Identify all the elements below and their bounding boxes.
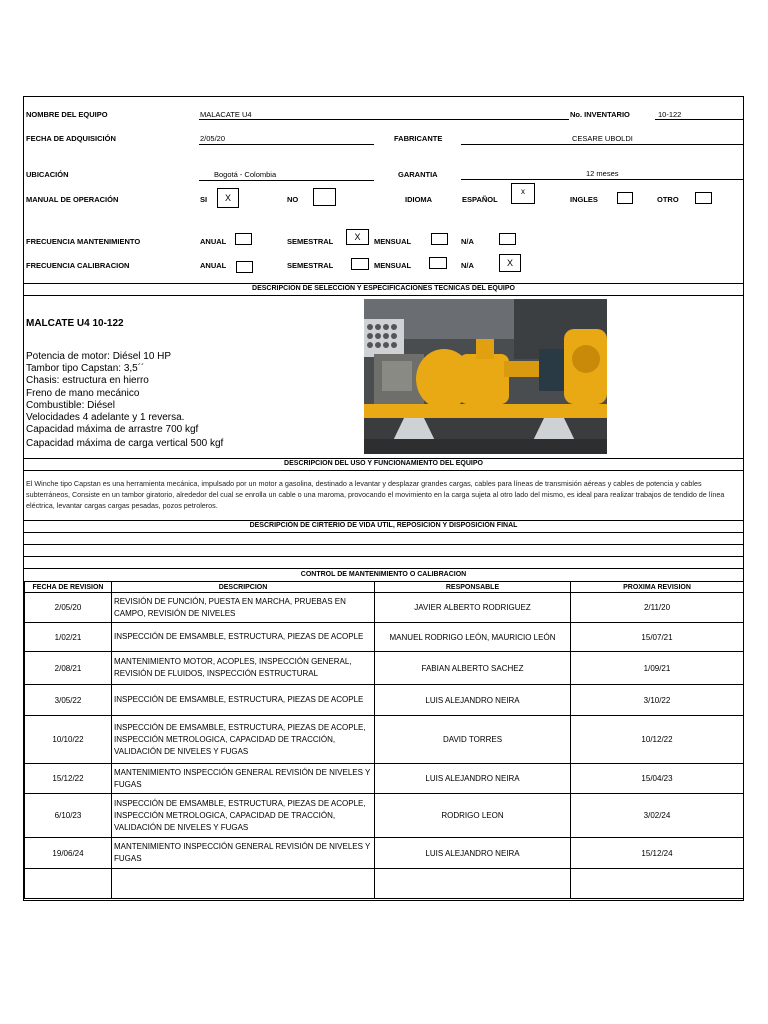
spec-section-heading: DESCRIPCION DE SELECCIÓN Y ESPECIFICACIONES TECNICAS DEL EQUIPO — [252, 285, 515, 292]
ingles-checkbox[interactable] — [617, 192, 633, 204]
ubicacion-value: Bogotá - Colombia — [214, 170, 277, 179]
inventario-underline — [655, 119, 743, 120]
cell-proxima: 15/07/21 — [571, 623, 744, 652]
winch-machine-image — [364, 299, 607, 454]
cell-descripcion: MANTENIMIENTO INSPECCIÓN GENERAL REVISIÓN DE NIVELES Y FUGAS — [112, 764, 375, 794]
fabricante-underline — [461, 144, 743, 145]
divider — [24, 470, 743, 471]
column-header: RESPONSABLE — [375, 582, 571, 593]
table-row — [25, 685, 744, 716]
otro-label: OTRO — [657, 195, 679, 204]
garantia-value: 12 meses — [586, 169, 619, 178]
cell-responsable: RODRIGO LEON — [375, 794, 571, 838]
control-section-heading: CONTROL DE MANTENIMIENTO O CALIBRACION — [300, 571, 467, 578]
table-row — [25, 652, 744, 685]
cal-anual-label: ANUAL — [200, 261, 227, 270]
divider — [24, 520, 743, 521]
frec-mant-label: FRECUENCIA MANTENIMIENTO — [26, 237, 141, 246]
cell-responsable: FABIAN ALBERTO SACHEZ — [375, 652, 571, 685]
cell-responsable: DAVID TORRES — [375, 716, 571, 764]
cal-na-checkbox[interactable]: X — [499, 254, 521, 272]
espanol-label: ESPAÑOL — [462, 195, 498, 204]
cell-descripcion: INSPECCIÓN DE EMSAMBLE, ESTRUCTURA, PIEZAS DE ACOPLE — [112, 623, 375, 652]
no-checkbox[interactable] — [313, 188, 336, 206]
vida-section-heading: DESCRIPCIÓN DE CIRTERIO DE VIDA UTIL, REPOSICION Y DISPOSICIÓN FINAL — [249, 522, 518, 529]
cell-descripcion: REVISIÓN DE FUNCIÓN, PUESTA EN MARCHA, PRUEBAS EN CAMPO, REVISIÓN DE NIVELES — [112, 593, 375, 623]
mant-anual-checkbox[interactable] — [235, 233, 252, 245]
spec-line: Capacidad máxima de carga vertical 500 kgf — [26, 438, 224, 450]
cell-fecha: 19/06/24 — [25, 838, 112, 869]
table-row — [25, 764, 744, 794]
cal-mensual-checkbox[interactable] — [429, 257, 447, 269]
column-header: FECHA DE REVISION — [25, 582, 112, 593]
cell-descripcion — [112, 869, 375, 899]
table-header-row — [25, 582, 744, 593]
divider — [24, 458, 743, 459]
inventario-label: No. INVENTARIO — [570, 110, 630, 119]
mant-anual-label: ANUAL — [200, 237, 227, 246]
cell-descripcion: INSPECCIÓN DE EMSAMBLE, ESTRUCTURA, PIEZAS DE ACOPLE, INSPECCIÓN METROLOGICA, CAPACIDAD DE TRACCIÓN, VALIDACIÓN DE NIVELES Y FUGAS — [112, 794, 375, 838]
mant-na-label: N/A — [461, 237, 474, 246]
cell-proxima: 1/09/21 — [571, 652, 744, 685]
divider — [24, 532, 743, 533]
column-header: PROXIMA REVISION — [571, 582, 744, 593]
spec-line: Capacidad máxima de arrastre 700 kgf — [26, 424, 199, 436]
uso-section-heading: DESCRIPCION DEL USO Y FUNCIONAMIENTO DEL EQUIPO — [284, 460, 483, 467]
mant-mensual-label: MENSUAL — [374, 237, 412, 246]
otro-checkbox[interactable] — [695, 192, 712, 204]
si-label: SI — [200, 195, 208, 204]
si-checkbox[interactable]: X — [217, 188, 239, 208]
table-row — [25, 869, 744, 899]
cell-responsable: LUIS ALEJANDRO NEIRA — [375, 838, 571, 869]
fecha-underline — [199, 144, 374, 145]
cal-semestral-checkbox[interactable] — [351, 258, 369, 270]
cell-proxima: 3/10/22 — [571, 685, 744, 716]
cell-proxima: 15/04/23 — [571, 764, 744, 794]
equipment-photo — [364, 299, 607, 454]
spec-line: Freno de mano mecánico — [26, 387, 140, 399]
spec-list — [26, 351, 223, 451]
cell-descripcion: MANTENIMIENTO MOTOR, ACOPLES, INSPECCIÓN GENERAL, REVISIÓN DE FLUIDOS, INSPECCIÓN ESTRUCTURAL — [112, 652, 375, 685]
blank-row-line — [24, 544, 743, 545]
equipo-label: NOMBRE DEL EQUIPO — [26, 110, 108, 119]
cell-fecha: 1/02/21 — [25, 623, 112, 652]
cell-fecha: 2/08/21 — [25, 652, 112, 685]
column-header: DESCRIPCION — [112, 582, 375, 593]
divider — [24, 295, 743, 296]
cell-fecha: 15/12/22 — [25, 764, 112, 794]
table-row — [25, 593, 744, 623]
mant-mensual-checkbox[interactable] — [431, 233, 448, 245]
equipo-underline — [199, 119, 569, 120]
cell-responsable: LUIS ALEJANDRO NEIRA — [375, 764, 571, 794]
ubicacion-label: UBICACIÓN — [26, 170, 69, 179]
cal-mensual-label: MENSUAL — [374, 261, 412, 270]
cell-responsable: LUIS ALEJANDRO NEIRA — [375, 685, 571, 716]
fabricante-value: CESARE UBOLDI — [572, 134, 633, 143]
blank-row-line — [24, 568, 743, 569]
fecha-value: 2/05/20 — [200, 134, 226, 143]
cell-proxima: 3/02/24 — [571, 794, 744, 838]
cell-fecha — [25, 869, 112, 899]
cell-fecha: 3/05/22 — [25, 685, 112, 716]
cell-descripcion: MANTENIMIENTO INSPECCIÓN GENERAL REVISIÓN DE NIVELES Y FUGAS — [112, 838, 375, 869]
table-row — [25, 716, 744, 764]
garantia-underline — [461, 179, 743, 180]
cell-responsable — [375, 869, 571, 899]
cell-proxima: 15/12/24 — [571, 838, 744, 869]
spec-line: Velocidades 4 adelante y 1 reversa. — [26, 412, 185, 424]
cell-fecha: 2/05/20 — [25, 593, 112, 623]
cal-na-label: N/A — [461, 261, 474, 270]
uso-description: El Winche tipo Capstan es una herramienta mecánica, impulsado por un motor a gasolina, destinado a levantar y desplazar grandes cargas, cables para líneas de transmisión aéreas y cables de potencia y cables subterráneos, Consiste en un tambor giratorio, alrededor del cual se enrolla un cable o una maroma, provocando el movimiento en la carga sujeta al otro lado del mismo, es ideal para realizar trabajos de tendido de línea eléctrica, levantar cargas cargas pesadas, pozos petroleros. — [26, 479, 725, 510]
cell-responsable: MANUEL RODRIGO LEÓN, MAURICIO LEÓN — [375, 623, 571, 652]
cell-responsable: JAVIER ALBERTO RODRIGUEZ — [375, 593, 571, 623]
manual-label: MANUAL DE OPERACIÓN — [26, 195, 119, 204]
cell-proxima — [571, 869, 744, 899]
equipo-value: MALACATE U4 — [200, 110, 252, 119]
table-row — [25, 838, 744, 869]
idioma-label: IDIOMA — [405, 195, 433, 204]
spec-line: Tambor tipo Capstan: 3,5´´ — [26, 363, 145, 375]
mant-na-checkbox[interactable] — [499, 233, 516, 245]
espanol-checkbox[interactable]: x — [511, 183, 535, 204]
spec-line: Chasis: estructura en hierro — [26, 375, 149, 387]
cell-descripcion: INSPECCIÓN DE EMSAMBLE, ESTRUCTURA, PIEZAS DE ACOPLE, INSPECCIÓN METROLOGICA, CAPACIDAD DE TRACCIÓN, VALIDACIÓN DE NIVELES Y FUGAS — [112, 716, 375, 764]
inventario-value: 10-122 — [658, 110, 682, 119]
table-row — [25, 794, 744, 838]
maintenance-log-table — [24, 581, 744, 899]
cell-fecha: 6/10/23 — [25, 794, 112, 838]
divider — [24, 283, 743, 284]
ubicacion-underline — [199, 180, 374, 181]
cell-fecha: 10/10/22 — [25, 716, 112, 764]
mant-semestral-checkbox[interactable]: X — [346, 229, 369, 245]
equipment-title: MALCATE U4 10-122 — [26, 318, 124, 329]
mant-semestral-label: SEMESTRAL — [287, 237, 334, 246]
table-row — [25, 623, 744, 652]
ingles-label: INGLES — [570, 195, 598, 204]
blank-row-line — [24, 556, 743, 557]
spec-line: Potencia de motor: Diésel 10 HP — [26, 351, 172, 362]
spec-line: Combustible: Diésel — [26, 399, 115, 411]
fecha-label: FECHA DE ADQUISICIÓN — [26, 134, 116, 143]
cal-semestral-label: SEMESTRAL — [287, 261, 334, 270]
cal-anual-checkbox[interactable] — [236, 261, 253, 273]
equipment-record-sheet — [23, 96, 744, 901]
frec-cal-label: FRECUENCIA CALIBRACION — [26, 261, 130, 270]
cell-proxima: 2/11/20 — [571, 593, 744, 623]
garantia-label: GARANTIA — [398, 170, 438, 179]
cell-proxima: 10/12/22 — [571, 716, 744, 764]
no-label: NO — [287, 195, 299, 204]
fabricante-label: FABRICANTE — [394, 134, 443, 143]
cell-descripcion: INSPECCIÓN DE EMSAMBLE, ESTRUCTURA, PIEZAS DE ACOPLE — [112, 685, 375, 716]
